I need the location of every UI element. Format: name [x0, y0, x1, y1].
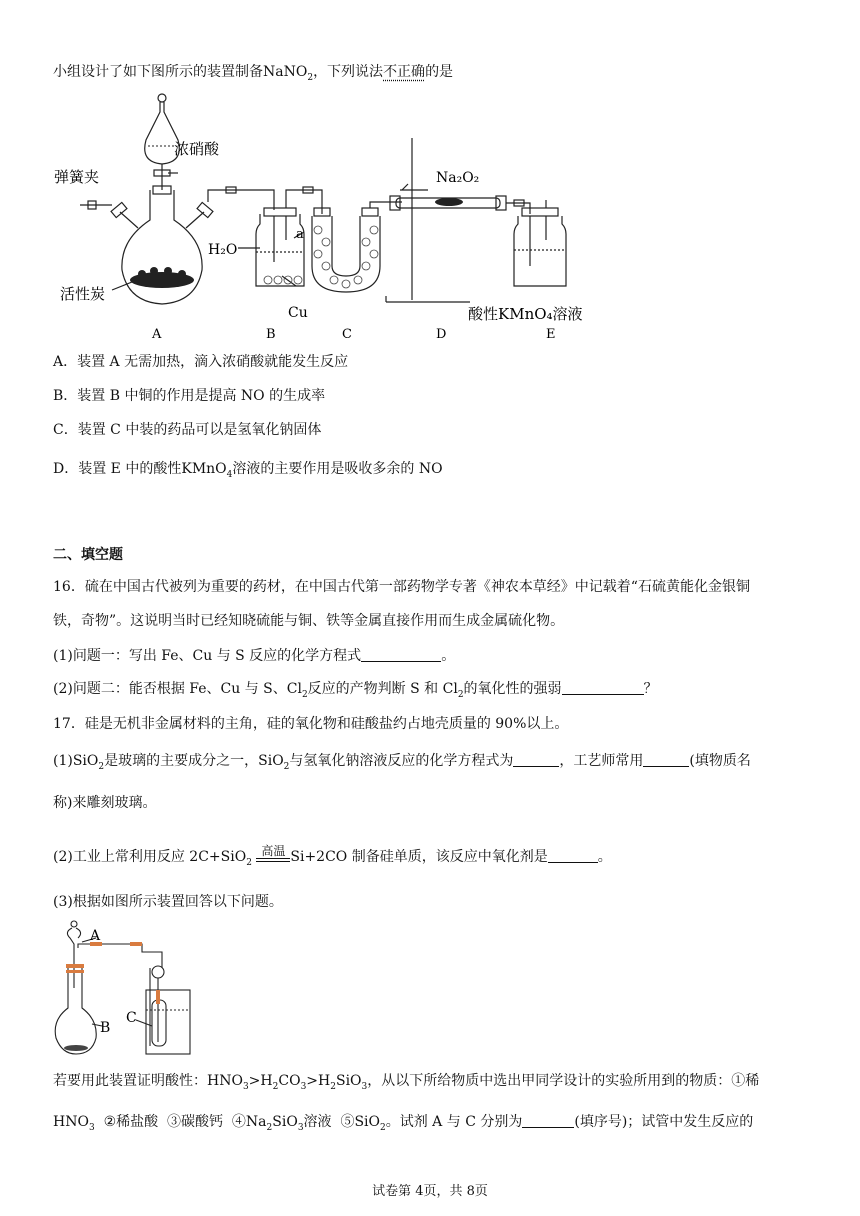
apparatus-figure	[50, 90, 610, 342]
label-kmno4: 酸性KMnO₄溶液	[468, 305, 583, 323]
answer-blank[interactable]	[513, 752, 559, 767]
option-d: D．装置 E 中的酸性KMnO$_4$溶液的主要作用是吸收多余的 NO	[53, 461, 443, 480]
label-activated-carbon: 活性炭	[60, 285, 106, 303]
answer-blank[interactable]	[522, 1113, 574, 1128]
label-copper: Cu	[288, 305, 308, 321]
answer-blank[interactable]	[548, 848, 598, 863]
q17-part1-cont: 称)来雕刻玻璃。	[53, 795, 157, 811]
letter-b: B	[266, 327, 276, 342]
option-b: B．装置 B 中铜的作用是提高 NO 的生成率	[53, 388, 326, 404]
q16-line1: 16．硫在中国古代被列为重要的药材，在中国古代第一部药物学专著《神农本草经》中记载着“石硫黄能化金银铜	[53, 579, 750, 595]
fig2-label-b: B	[100, 1020, 111, 1036]
letter-d: D	[436, 327, 447, 342]
label-water: H₂O	[208, 242, 238, 258]
label-spring-clip: 弹簧夹	[54, 168, 100, 186]
section-heading: 二、填空题	[53, 547, 123, 563]
q17-line1: 17．硅是无机非金属材料的主角，硅的氧化物和硅酸盐约占地壳质量的 90%以上。	[53, 716, 569, 732]
option-c: C．装置 C 中装的药品可以是氢氧化钠固体	[53, 422, 322, 438]
letter-a: A	[152, 327, 162, 342]
label-a: a	[296, 227, 304, 242]
answer-blank[interactable]	[643, 752, 689, 767]
label-na2o2: Na₂O₂	[436, 170, 480, 186]
q16-part2: (2)问题二：能否根据 Fe、Cu 与 S、$Cl_2$反应的产物判断 S 和 $Cl_2$的氧化性的强弱 ？	[53, 681, 658, 700]
page-footer: 试卷第 4页，共 8页	[372, 1184, 488, 1199]
label-conc-nitric: 浓硝酸	[174, 140, 220, 158]
q16-line2: 铁，奇物”。这说明当时已经知晓硫能与铜、铁等金属直接作用而生成金属硫化物。	[53, 613, 565, 629]
q17-acid-line: 若要用此装置证明酸性：$HNO_3>H_2CO_3>H_2SiO_3$，从以下所给物质中选出甲同学设计的实验所用到的物质：①稀	[53, 1073, 760, 1092]
question-intro: 小组设计了如下图所示的装置制备NaNO$_2$，下列说法不正确的是	[53, 64, 454, 83]
fig2-label-c: C	[126, 1010, 137, 1026]
letter-e: E	[546, 327, 556, 342]
emphasis-text: 不正确	[383, 64, 426, 80]
fig2-label-a: A	[90, 928, 101, 944]
acid-apparatus-figure	[50, 918, 200, 1058]
letter-c: C	[342, 327, 352, 342]
answer-blank[interactable]	[361, 647, 441, 662]
option-a: A．装置 A 无需加热，滴入浓硝酸就能发生反应	[53, 354, 349, 370]
q17-reagents-line: $HNO_3$ ②稀盐酸 ③碳酸钙 $④Na_2SiO_3$溶液 ⑤SiO$_2$。试剂 A 与 C 分别为 (填序号)；试管中发生反应的	[53, 1114, 754, 1133]
q17-part1: (1)SiO$_2$是玻璃的主要成分之一，SiO$_2$与氢氧化钠溶液反应的化学方程式为 ，工艺师常用 (填物质名	[53, 753, 751, 772]
q16-part1: (1)问题一：写出 Fe、Cu 与 S 反应的化学方程式 。	[53, 648, 456, 664]
answer-blank[interactable]	[562, 680, 644, 695]
reaction-condition: 高温	[256, 844, 290, 862]
equals-sign	[256, 858, 290, 862]
q17-part3: (3)根据如图所示装置回答以下问题。	[53, 894, 283, 910]
q17-part2: (2)工业上常利用反应 2C+SiO$_2$ 高温 Si+2CO 制备硅单质，该反应中氧化剂是 。	[53, 844, 612, 868]
